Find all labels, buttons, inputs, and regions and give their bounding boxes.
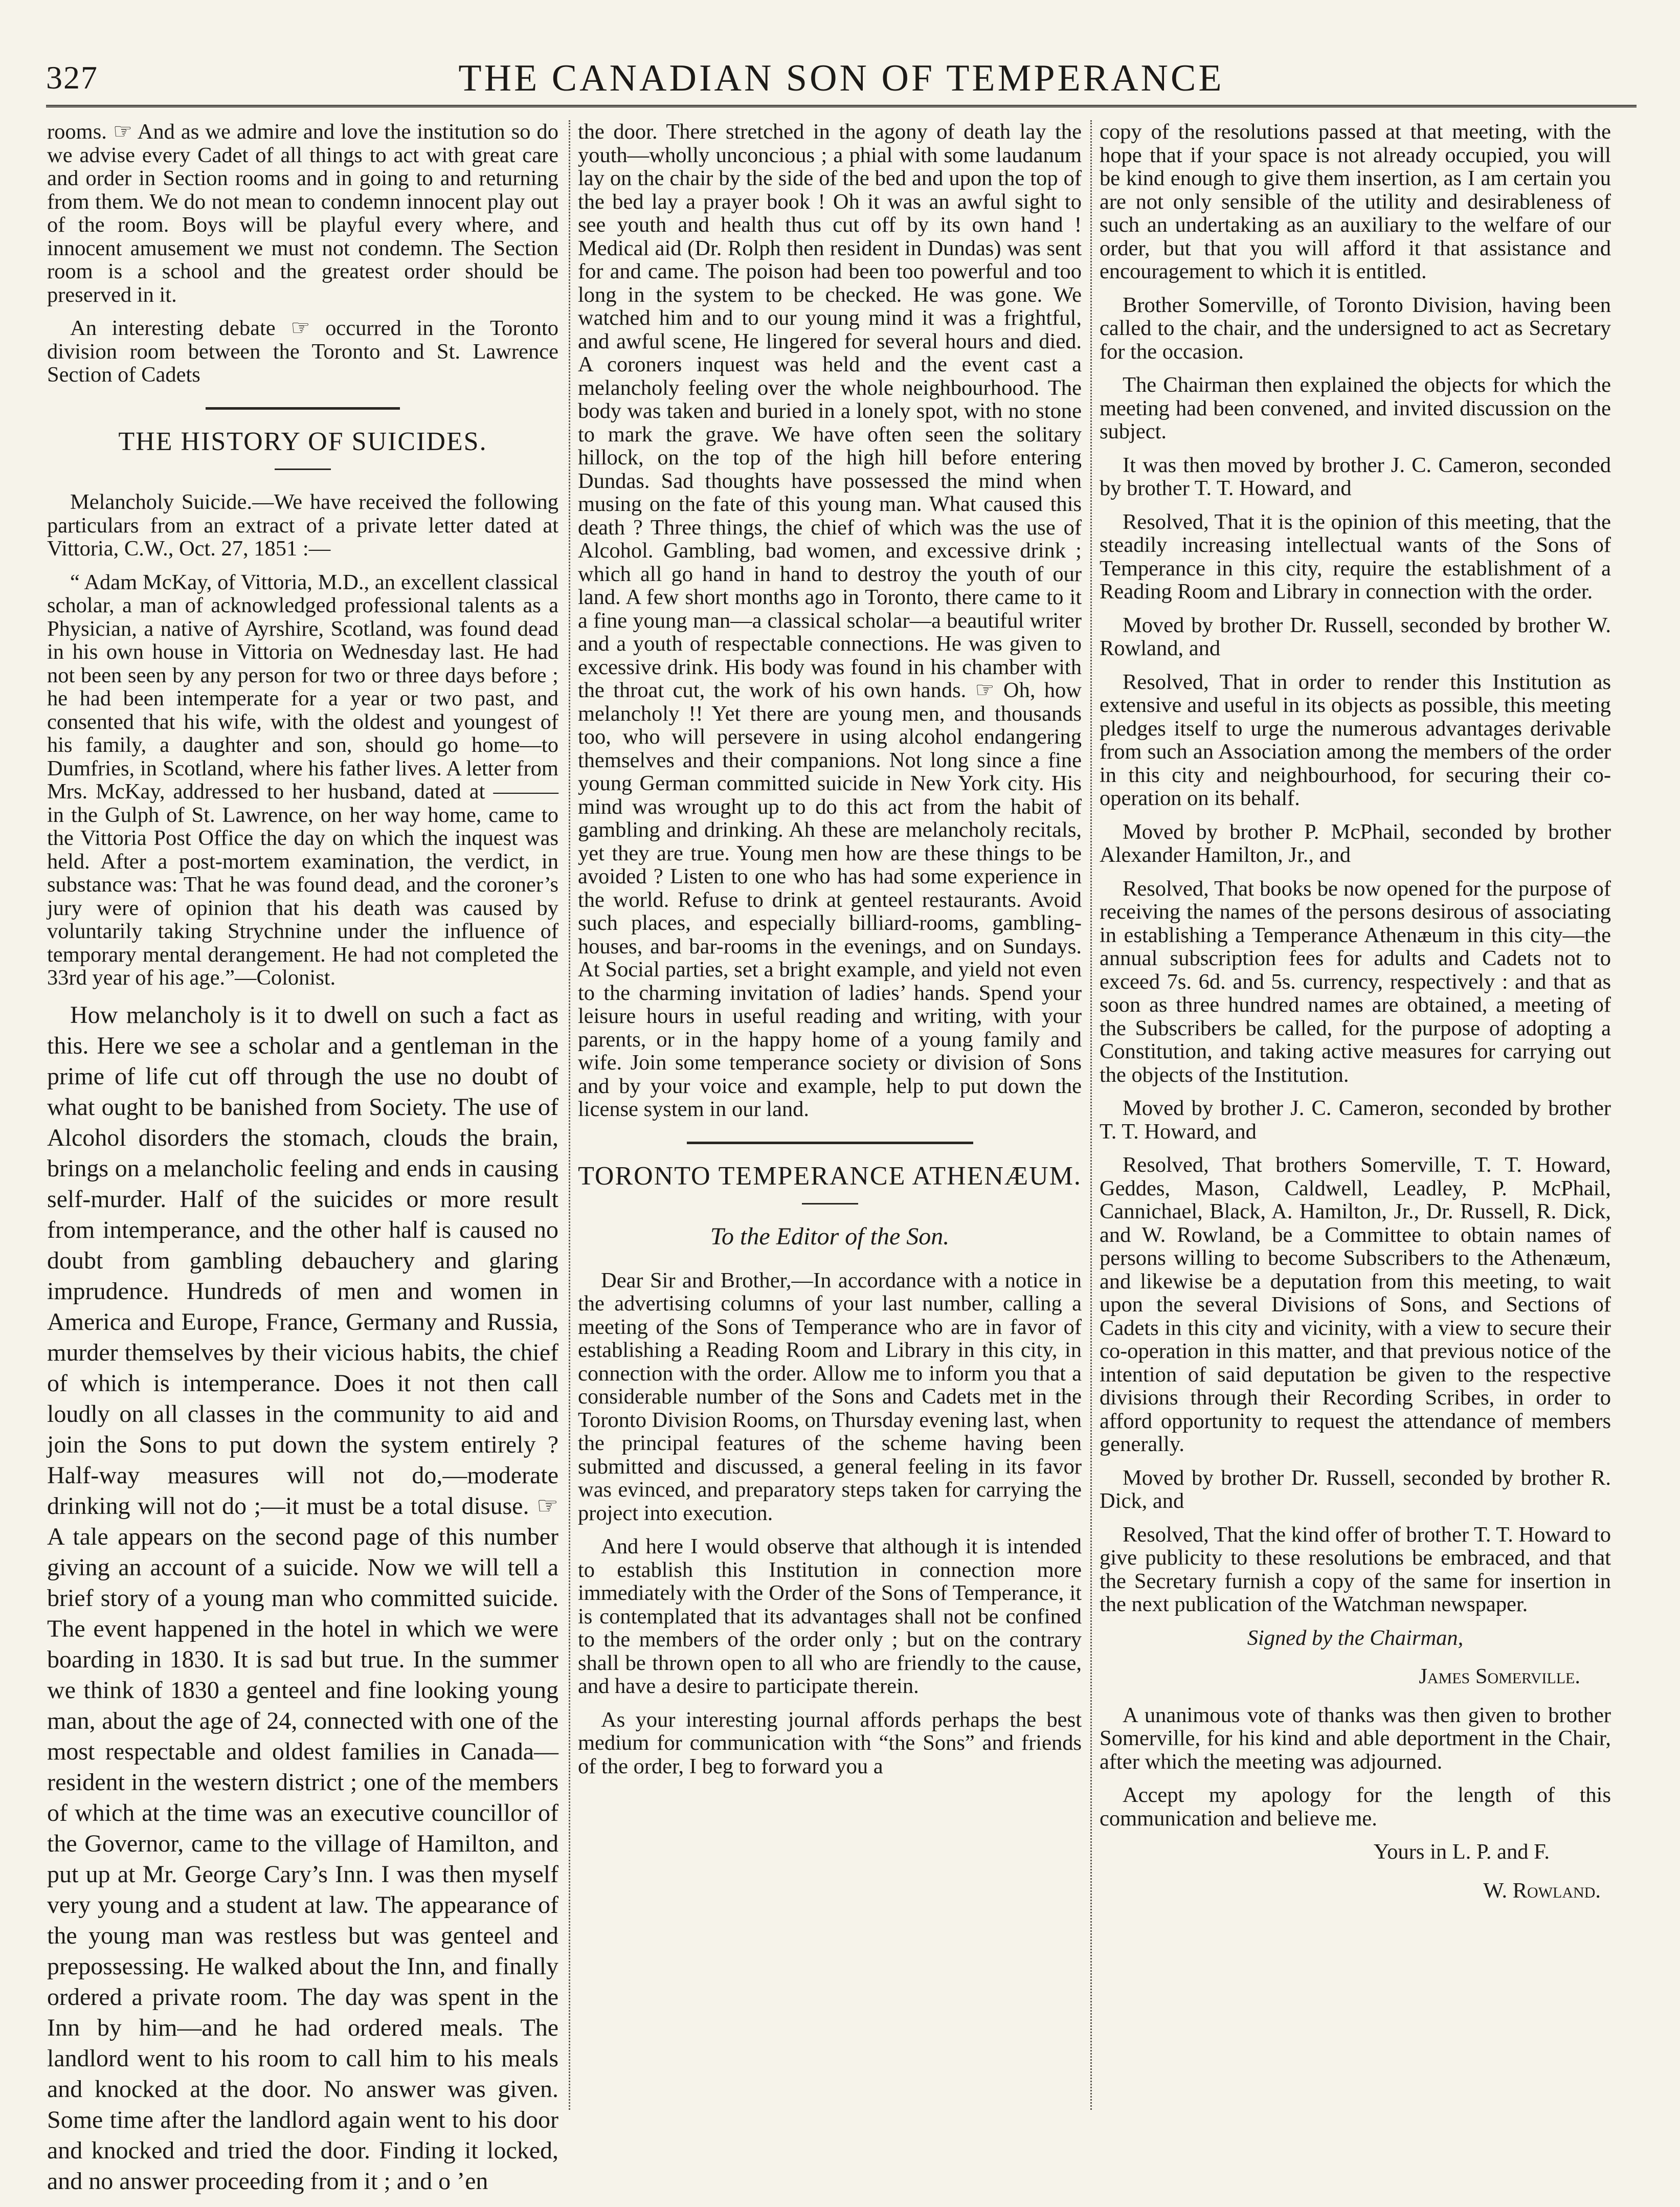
article-heading: THE HISTORY OF SUICIDES. bbox=[118, 427, 487, 456]
page-header bbox=[46, 54, 1637, 102]
quote-paragraph: “ Adam McKay, of Vittoria, M.D., an excellent classical scholar, a man of acknowledged professional talents as a Physician, a native of Ayrshire, Scotland, was found dead in his own house in Vittoria on Wednesday last. He had not been seen by any person for two or three days before ; he had been intemperate for a year or two past, and consented that his wife, with the oldest and youngest of his family, a daughter and son, should go home—to Dumfries, in Scotland, where his father lives. A letter from Mrs. McKay, addressed to her husband, dated at ——— in the Gulph of St. Lawrence, on her way home, came to the Vittoria Post Office the day on which the inquest was held. After a post-mortem examination, the verdict, in substance was: That he was found dead, and the coroner’s jury were of opinion that his death was caused by voluntarily taking Strychnine under the influence of temporary mental derangement. He had not completed the 33rd year of his age.”—Colonist. bbox=[47, 570, 558, 990]
paragraph: Moved by brother P. McPhail, seconded by brother Alexander Hamilton, Jr., and bbox=[1100, 819, 1611, 867]
paragraph: It was then moved by brother J. C. Cameron, seconded by brother T. T. Howard, and bbox=[1100, 453, 1611, 500]
article-heading: TORONTO TEMPERANCE ATHENÆUM. bbox=[578, 1161, 1082, 1191]
heading-rule bbox=[275, 469, 331, 470]
paragraph: An interesting debate ☞ occurred in the Toronto division room between the Toronto and St. Lawrence Section of Cadets bbox=[47, 316, 558, 387]
page-number: 327 bbox=[46, 59, 98, 96]
header-rule bbox=[46, 105, 1637, 107]
column-divider bbox=[1090, 120, 1092, 2110]
paragraph: The Chairman then explained the objects for which the meeting had been convened, and invited discussion on the subject. bbox=[1100, 373, 1611, 443]
column-divider bbox=[569, 120, 570, 2110]
heading-rule bbox=[802, 1203, 858, 1205]
resolution: Resolved, That the kind offer of brother T. T. Howard to give publicity to these resolutions be embraced, and that the Secretary furnish a copy of the same for insertion in the next publication of the Watchman newspaper. bbox=[1100, 1522, 1611, 1616]
resolution: Resolved, That it is the opinion of this meeting, that the steadily increasing intellectual wants of the Sons of Temperance in this city, require the establishment of a Reading Room and Library in connection with the order. bbox=[1100, 509, 1611, 604]
chairman-signature: James Somerville. bbox=[1419, 1664, 1580, 1688]
article-subheading: To the Editor of the Son. bbox=[710, 1223, 950, 1250]
paragraph: Moved by brother Dr. Russell, seconded by brother R. Dick, and bbox=[1100, 1465, 1611, 1513]
paragraph: Brother Somerville, of Toronto Division, having been called to the chair, and the undersigned to act as Secretary for the occasion. bbox=[1100, 293, 1611, 364]
paragraph: And here I would observe that although it is intended to establish this Institution in connection more immediately with the Order of the Sons of Temperance, it is contemplated that its advantages shall not be confined to the members of the order only ; but on the contrary shall be thrown open to all who are friendly to the cause, and have a desire to participate therein. bbox=[578, 1534, 1082, 1698]
paragraph: the door. There stretched in the agony of death lay the youth—wholly unconcious ; a phial with some laudanum lay on the chair by the side of the bed and upon the top of the bed lay a prayer book ! Oh it was an awful sight to see youth and health thus cut off by its own hand ! Medical aid (Dr. Rolph then resident in Dundas) was sent for and came. The poison had been too powerful and too long in the system to be checked. He was gone. We watched him and to our young mind it was a frightful, and awful scene, He lingered for several hours and died. A coroners inquest was held and the event cast a melancholy feeling over the whole neighbourhood. The body was taken and buried in a lonely spot, with no stone to mark the grave. We have often seen the solitary hillock, on the top of the high hill before entering Dundas. Sad thoughts have possessed the mind when musing on the fate of this young man. What caused this death ? Three things, the chief of which was the use of Alcohol. Gambling, bad women, and excessive drink ; which all go hand in hand to destroy the youth of our land. A few short months ago in Toronto, there came to it a fine young man—a classical scholar—a beautiful writer and a youth of respectable connections. He was given to excessive drink. His body was found in his chamber with the throat cut, the work of his own hands. ☞ Oh, how melancholy !! Yet there are young men, and thousands too, who will persevere in using alcohol endangering themselves and their companions. Not long since a fine young German committed suicide in New York city. His mind was wrought up to do this act from the habit of gambling and drinking. Ah these are melancholy recitals, yet they are true. Young men how are these things to be avoided ? Listen to one who has had some experience in the world. Refuse to drink at genteel restaurants. Avoid such places, and especially billiard-rooms, gambling-houses, and bar-rooms in the evenings, and on Sundays. At Social parties, set a bright example, and yield not even to the charming invitation of ladies’ hands. Spend your leisure hours in useful reading and writing, with your parents, or in the happy home of a young family and wife. Join some temperance society or division of Sons and by your voice and example, help to put down the license system in our land. bbox=[578, 120, 1082, 1121]
paragraph: Melancholy Suicide.—We have received the following particulars from an extract of a private letter dated at Vittoria, C.W., Oct. 27, 1851 :— bbox=[47, 490, 558, 561]
column-right bbox=[1100, 120, 1611, 1918]
resolution: Resolved, That in order to render this Institution as extensive and useful in its objects as possible, this meeting pledges itself to urge the numerous advantages derivable from such an Association among the members of the order in this city and neighbourhood, for securing their co-operation on its behalf. bbox=[1100, 670, 1611, 810]
paragraph: Moved by brother J. C. Cameron, seconded by brother T. T. Howard, and bbox=[1100, 1096, 1611, 1144]
column-middle bbox=[578, 120, 1082, 1788]
author-signature: W. Rowland. bbox=[1483, 1878, 1601, 1903]
paragraph: As your interesting journal affords perhaps the best medium for communication with “the Sons” and friends of the order, I beg to forward you a bbox=[578, 1707, 1082, 1778]
closing-line: Yours in L. P. and F. bbox=[1373, 1840, 1550, 1864]
resolution: Resolved, That books be now opened for the purpose of receiving the names of the persons desirous of associating in establishing a Temperance Athenæum in this city—the annual subscription fees for adults and Cadets not to exceed 7s. 6d. and 5s. currency, respectively : and that as soon as three hundred names are obtained, a meeting of the Subscribers be called, for the purpose of adopting a Constitution, and taking active measures for carrying out the objects of the Institution. bbox=[1100, 876, 1611, 1087]
resolution: Resolved, That brothers Somerville, T. T. Howard, Geddes, Mason, Caldwell, Leadley, P. McPhail, Cannichael, Black, A. Hamilton, Jr., Dr. Russell, R. Dick, and W. Rowland, be a Committee to obtain names of persons willing to become Subscribers to the Athenæum, and likewise be a deputation from this meeting, to wait upon the several Divisions of Sons, and Sections of Cadets in this city and vicinity, with a view to secure their co-operation in this matter, and that previous notice of the intention of said deputation be given to the respective divisions through their Recording Scribes, in order to afford opportunity to request the attendance of members generally. bbox=[1100, 1153, 1611, 1456]
paragraph: Accept my apology for the length of this communication and believe me. bbox=[1100, 1783, 1611, 1831]
paragraph: Dear Sir and Brother,—In accordance with a notice in the advertising columns of your last number, calling a meeting of the Sons of Temperance who are in favor of establishing a Reading Room and Library in this city, in connection with the order. Allow me to inform you that a considerable number of the Sons and Cadets met in the Toronto Division Rooms, on Thursday evening last, when the principal features of the scheme having been submitted and discussed, a general feeling in its favor was evinced, and preparatory steps taken for carrying the project into execution. bbox=[578, 1268, 1082, 1525]
signed-line: Signed by the Chairman, bbox=[1247, 1625, 1464, 1650]
section-rule bbox=[206, 407, 400, 410]
paragraph: A unanimous vote of thanks was then given to brother Somerville, for his kind and able deportment in the Chair, after which the meeting was adjourned. bbox=[1100, 1703, 1611, 1774]
column-left bbox=[47, 120, 558, 2207]
paragraph: rooms. ☞ And as we admire and love the institution so do we advise every Cadet of all things to act with great care and order in Section rooms and in going to and returning from them. We do not mean to condemn innocent play out of the room. Boys will be playful every where, and innocent amusement we must not condemn. The Section room is a school and the greatest order should be preserved in it. bbox=[47, 120, 558, 307]
paragraph: copy of the resolutions passed at that meeting, with the hope that if your space is not already occupied, you will be kind enough to give them insertion, as I am certain you are not only sensible of the utility and desirableness of such an undertaking as an auxiliary to the welfare of our order, but that you will afford it that assistance and encouragement to which it is entitled. bbox=[1100, 120, 1611, 283]
page-title: THE CANADIAN SON OF TEMPERANCE bbox=[458, 57, 1224, 99]
paragraph: Moved by brother Dr. Russell, seconded by brother W. Rowland, and bbox=[1100, 613, 1611, 660]
section-rule bbox=[687, 1142, 973, 1144]
paragraph: How melancholy is it to dwell on such a fact as this. Here we see a scholar and a gentleman in the prime of life cut off through the use no doubt of what ought to be banished from Society. The use of Alcohol disorders the stomach, clouds the brain, brings on a melancholic feeling and ends in causing self-murder. Half of the suicides or more result from intemperance, and the other half is caused no doubt from gambling debauchery and glaring imprudence. Hundreds of men and women in America and Europe, France, Germany and Russia, murder themselves by their vicious habits, the chief of which is intemperance. Does it not then call loudly on all classes in the community to aid and join the Sons to put down the system entirely ? Half-way measures will not do,—moderate drinking will not do ;—it must be a total disuse. ☞ A tale appears on the second page of this number giving an account of a suicide. Now we will tell a brief story of a young man who committed suicide. The event happened in the hotel in which we were boarding in 1830. It is sad but true. In the summer we think of 1830 a genteel and fine looking young man, about the age of 24, connected with one of the most respectable and oldest families in Canada—resident in the western district ; one of the members of which at the time was an executive councillor of the Governor, came to the village of Hamilton, and put up at Mr. George Cary’s Inn. I was then myself very young and a student at law. The appearance of the young man was restless but was genteel and prepossessing. He walked about the Inn, and finally ordered a private room. The day was spent in the Inn by him—and he had ordered meals. The landlord went to his room to call him to his meals and knocked at the door. No answer was given. Some time after the landlord again went to his door and knocked and tried the door. Finding it locked, and no answer proceeding from it ; and o ’en bbox=[47, 1001, 558, 2195]
